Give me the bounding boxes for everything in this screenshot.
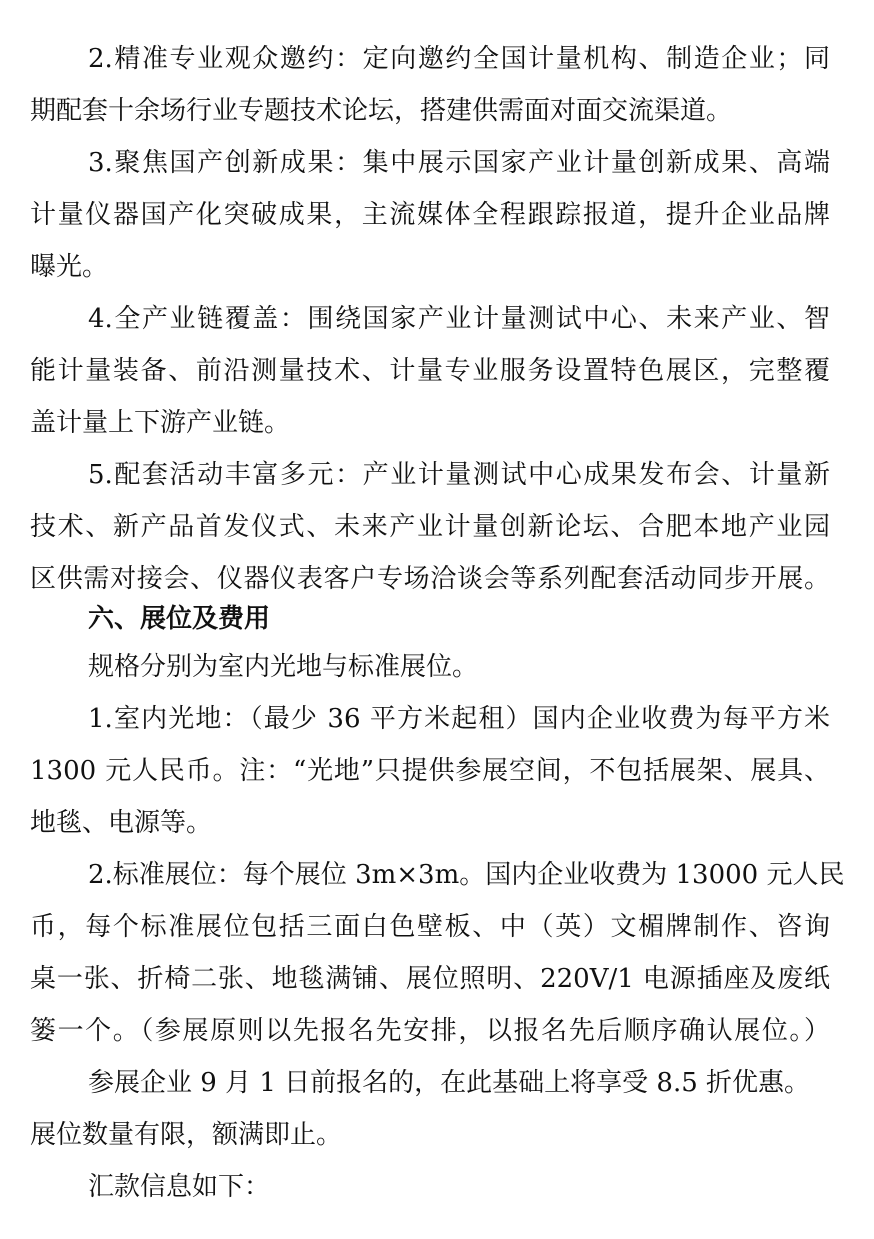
text-line (0, 1066, 874, 1100)
text-line (0, 962, 874, 996)
line-text: 区供需对接会、仪器仪表客户专场洽谈会等系列配套活动同步开展。 (30, 564, 830, 594)
text-line (0, 754, 874, 788)
line-text: 2.标准展位：每个展位 3m×3m。国内企业收费为 13000 元人民 (88, 860, 845, 890)
text-line (0, 42, 874, 76)
line-text: 参展企业 9 月 1 日前报名的，在此基础上将享受 8.5 折优惠。 (88, 1068, 811, 1098)
line-text: 技术、新产品首发仪式、未来产业计量创新论坛、合肥本地产业园 (30, 512, 830, 542)
line-text: 桌一张、折椅二张、地毯满铺、展位照明、220V/1 电源插座及废纸 (30, 964, 830, 994)
text-line (0, 302, 874, 336)
text-line (0, 510, 874, 544)
text-line (0, 858, 874, 892)
text-line (0, 806, 874, 840)
line-text: 能计量装备、前沿测量技术、计量专业服务设置特色展区，完整覆 (30, 356, 830, 386)
text-line (0, 1014, 874, 1048)
text-line (0, 250, 874, 284)
text-line (0, 1118, 874, 1152)
line-text: 展位数量有限，额满即止。 (30, 1120, 343, 1150)
text-line (0, 146, 874, 180)
line-text: 期配套十余场行业专题技术论坛，搭建供需面对面交流渠道。 (30, 96, 733, 126)
line-text: 1.室内光地：（最少 36 平方米起租）国内企业收费为每平方米 (88, 704, 830, 734)
line-text: 盖计量上下游产业链。 (30, 408, 291, 438)
text-line (0, 910, 874, 944)
text-line (0, 650, 874, 684)
line-text: 计量仪器国产化突破成果，主流媒体全程跟踪报道，提升企业品牌 (30, 200, 830, 230)
line-text: 汇款信息如下： (88, 1172, 271, 1202)
text-line (0, 198, 874, 232)
line-text: 5.配套活动丰富多元：产业计量测试中心成果发布会、计量新 (88, 460, 830, 490)
line-text: 地毯、电源等。 (30, 808, 213, 838)
line-text: 规格分别为室内光地与标准展位。 (88, 652, 479, 682)
text-line (0, 94, 874, 128)
line-text: 篓一个。（参展原则以先报名先安排，以报名先后顺序确认展位。） (30, 1016, 830, 1046)
line-text: 曝光。 (30, 252, 109, 282)
text-line (0, 458, 874, 492)
line-text: 3.聚焦国产创新成果：集中展示国家产业计量创新成果、高端 (88, 148, 830, 178)
text-line (0, 406, 874, 440)
line-text: 币，每个标准展位包括三面白色壁板、中（英）文楣牌制作、咨询 (30, 912, 830, 942)
line-text: 1300 元人民币。注：“光地”只提供参展空间，不包括展架、展具、 (30, 756, 830, 786)
text-line (0, 354, 874, 388)
heading-text: 六、展位及费用 (88, 604, 271, 634)
section-heading (0, 602, 874, 636)
line-text: 2.精准专业观众邀约：定向邀约全国计量机构、制造企业；同 (88, 44, 830, 74)
text-line (0, 1170, 874, 1204)
line-text: 4.全产业链覆盖：围绕国家产业计量测试中心、未来产业、智 (88, 304, 830, 334)
text-line (0, 562, 874, 596)
text-line (0, 702, 874, 736)
